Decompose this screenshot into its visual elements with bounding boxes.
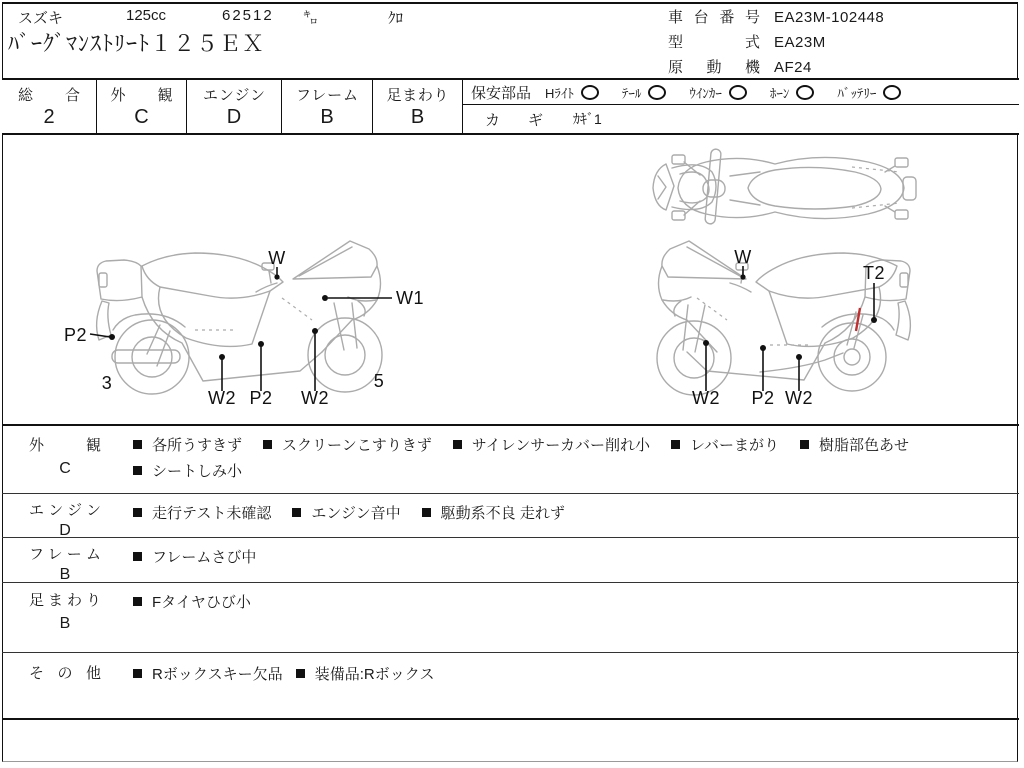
comment-item bbox=[292, 502, 400, 523]
section-comments bbox=[133, 660, 1011, 686]
comment-line bbox=[133, 660, 1011, 686]
safety-item-label: ｳｲﾝｶｰ bbox=[689, 85, 722, 101]
grade-value: C bbox=[134, 106, 149, 128]
grade-value: B bbox=[410, 106, 425, 128]
comment-item bbox=[263, 434, 432, 455]
grade-label: 外観 bbox=[110, 87, 173, 104]
grade-label: 足まわり bbox=[386, 87, 449, 104]
comment-item bbox=[133, 546, 256, 567]
grade-cell-undercarriage bbox=[373, 80, 463, 133]
pass-circle-icon bbox=[883, 85, 901, 100]
comment-text: エンジン音中 bbox=[311, 504, 401, 522]
displacement: 125cc bbox=[126, 7, 167, 24]
grade-label: エンジン bbox=[203, 87, 265, 104]
section-label-box bbox=[29, 543, 101, 584]
mileage-value: 62512 bbox=[222, 7, 274, 24]
grade-value: B bbox=[320, 106, 334, 128]
comment-item bbox=[453, 434, 650, 455]
comment-text: Fタイヤひび小 bbox=[152, 593, 251, 611]
section-label-box bbox=[29, 589, 101, 633]
damage-label-w2-floor-left: W2 bbox=[208, 388, 236, 408]
model-code-row bbox=[668, 31, 826, 52]
damage-label-w1: W1 bbox=[396, 288, 424, 308]
section-name: フレーム bbox=[29, 546, 101, 563]
comment-item bbox=[133, 460, 242, 481]
grade-label: フレーム bbox=[296, 87, 358, 104]
comment-line bbox=[133, 499, 1011, 525]
damage-label-w-right: W bbox=[734, 247, 752, 267]
comment-text: サイレンサーカバー削れ小 bbox=[471, 436, 650, 454]
safety-item-label: ﾃｰﾙ bbox=[621, 85, 642, 101]
safety-parts-label: 保安部品 bbox=[471, 84, 532, 102]
maker-name: スズキ bbox=[18, 10, 64, 27]
damage-label-p2-floor-right: P2 bbox=[751, 388, 775, 408]
tire-grade-front: 5 bbox=[373, 371, 385, 391]
comment-item bbox=[800, 434, 909, 455]
damage-label-w2-front-left: W2 bbox=[301, 388, 329, 408]
body-color: ｸﾛ bbox=[388, 10, 404, 27]
bullet-square-icon bbox=[800, 440, 809, 449]
comment-text: Rボックスキー欠品 bbox=[152, 665, 283, 683]
sketch-hidden-lines-right bbox=[697, 298, 812, 345]
section-undercarriage bbox=[2, 582, 1019, 652]
comment-text: スクリーンこすりきず bbox=[282, 436, 432, 454]
bullet-square-icon bbox=[671, 440, 680, 449]
bullet-square-icon bbox=[133, 669, 142, 678]
damage-label-w2-front-right: W2 bbox=[692, 388, 720, 408]
comment-text: 樹脂部色あせ bbox=[818, 436, 909, 454]
engine-code-row bbox=[668, 56, 812, 77]
damage-label-t2: T2 bbox=[862, 263, 886, 283]
section-grade: B bbox=[59, 615, 71, 632]
bullet-square-icon bbox=[133, 597, 142, 606]
comment-line bbox=[133, 457, 1011, 483]
model-code-value: EA23M bbox=[774, 34, 826, 51]
comment-text: 装備品:Rボックス bbox=[314, 665, 435, 683]
comment-item bbox=[671, 434, 779, 455]
section-comments bbox=[133, 543, 1011, 569]
engine-code-label: 原動機 bbox=[668, 59, 760, 76]
damage-label-p2-rear: P2 bbox=[63, 325, 87, 345]
safety-item-horn bbox=[770, 83, 815, 102]
grade-strip bbox=[2, 78, 1019, 135]
section-other bbox=[2, 652, 1019, 720]
section-grade: D bbox=[59, 522, 71, 539]
model-name: ﾊﾞｰｸﾞﾏﾝｽﾄﾘｰﾄ１２５ＥＸ bbox=[8, 31, 266, 56]
key-value: ｶｷﾞ1 bbox=[573, 111, 602, 127]
section-label-box bbox=[29, 662, 101, 683]
damage-label-w2-rear-right: W2 bbox=[785, 388, 813, 408]
comment-line bbox=[133, 431, 1011, 457]
comment-item bbox=[133, 502, 271, 523]
model-code-label: 型式 bbox=[668, 34, 760, 51]
comment-text: レバーまがり bbox=[690, 436, 779, 454]
comment-line bbox=[133, 588, 1011, 614]
section-name: 足まわり bbox=[29, 592, 101, 609]
bullet-square-icon bbox=[453, 440, 462, 449]
bullet-square-icon bbox=[296, 669, 305, 678]
section-frame bbox=[2, 537, 1019, 582]
bullet-square-icon bbox=[292, 508, 301, 517]
grade-value: D bbox=[226, 106, 242, 128]
comment-line bbox=[133, 543, 1011, 569]
safety-item-label: ﾎｰﾝ bbox=[769, 85, 790, 101]
damage-label-p2-floor-left: P2 bbox=[249, 388, 273, 408]
comment-item bbox=[296, 663, 435, 684]
section-grade: C bbox=[59, 460, 71, 477]
grade-cell-exterior bbox=[97, 80, 187, 133]
section-engine bbox=[2, 493, 1019, 537]
section-name: その他 bbox=[29, 665, 101, 682]
bullet-square-icon bbox=[133, 440, 142, 449]
grade-value: 2 bbox=[43, 106, 55, 128]
section-name: 外観 bbox=[29, 437, 101, 454]
safety-item-label: ﾊﾞｯﾃﾘｰ bbox=[837, 85, 877, 101]
bullet-square-icon bbox=[133, 466, 142, 475]
sketch-hidden-lines-left bbox=[195, 298, 312, 330]
comment-item bbox=[133, 434, 242, 455]
section-name: エンジン bbox=[29, 502, 101, 519]
comment-text: シートしみ小 bbox=[152, 462, 243, 480]
key-label: カギ bbox=[485, 111, 543, 129]
scooter-top-view bbox=[653, 149, 916, 225]
grade-cell-engine bbox=[187, 80, 282, 133]
pass-circle-icon bbox=[729, 85, 747, 100]
pass-circle-icon bbox=[796, 85, 814, 100]
comment-text: 走行テスト未確認 bbox=[152, 504, 272, 522]
tire-grade-rear: 3 bbox=[101, 373, 113, 393]
engine-code-value: AF24 bbox=[774, 59, 812, 76]
damage-label-w-left: W bbox=[268, 248, 286, 268]
grade-cell-overall bbox=[2, 80, 97, 133]
safety-item-taillight bbox=[622, 83, 667, 102]
bullet-square-icon bbox=[133, 508, 142, 517]
safety-item-battery bbox=[837, 83, 901, 102]
comment-item bbox=[133, 663, 283, 684]
section-comments bbox=[133, 499, 1011, 525]
grade-cell-frame bbox=[282, 80, 373, 133]
pass-circle-icon bbox=[581, 85, 599, 100]
comment-text: 駆動系不良 走れず bbox=[440, 504, 565, 522]
comment-item bbox=[133, 591, 251, 612]
chassis-number-label: 車台番号 bbox=[668, 9, 760, 26]
section-grade: B bbox=[59, 566, 71, 583]
chassis-number-row bbox=[668, 6, 884, 27]
section-label-box bbox=[29, 499, 101, 540]
mileage-unit: ㌔ bbox=[303, 10, 319, 27]
safety-item-label: Hﾗｲﾄ bbox=[545, 85, 574, 101]
comment-text: 各所うすきず bbox=[152, 436, 243, 454]
chassis-number-value: EA23M-102448 bbox=[774, 9, 885, 26]
safety-parts-row bbox=[463, 80, 1019, 105]
section-exterior bbox=[2, 424, 1019, 493]
scooter-side-view-left bbox=[97, 241, 382, 394]
safety-item-winker bbox=[689, 83, 747, 102]
comment-text: フレームさび中 bbox=[152, 548, 257, 566]
vehicle-diagram bbox=[2, 135, 1019, 424]
bullet-square-icon bbox=[422, 508, 431, 517]
pass-circle-icon bbox=[648, 85, 666, 100]
grade-label: 総合 bbox=[18, 87, 80, 104]
safety-parts-cell bbox=[463, 80, 1019, 133]
comment-item bbox=[422, 502, 565, 523]
bullet-square-icon bbox=[133, 552, 142, 561]
section-comments bbox=[133, 588, 1011, 614]
safety-item-headlight bbox=[545, 83, 599, 102]
bullet-square-icon bbox=[263, 440, 272, 449]
key-row bbox=[463, 105, 1019, 133]
section-label-box bbox=[29, 434, 101, 478]
section-comments bbox=[133, 431, 1011, 483]
